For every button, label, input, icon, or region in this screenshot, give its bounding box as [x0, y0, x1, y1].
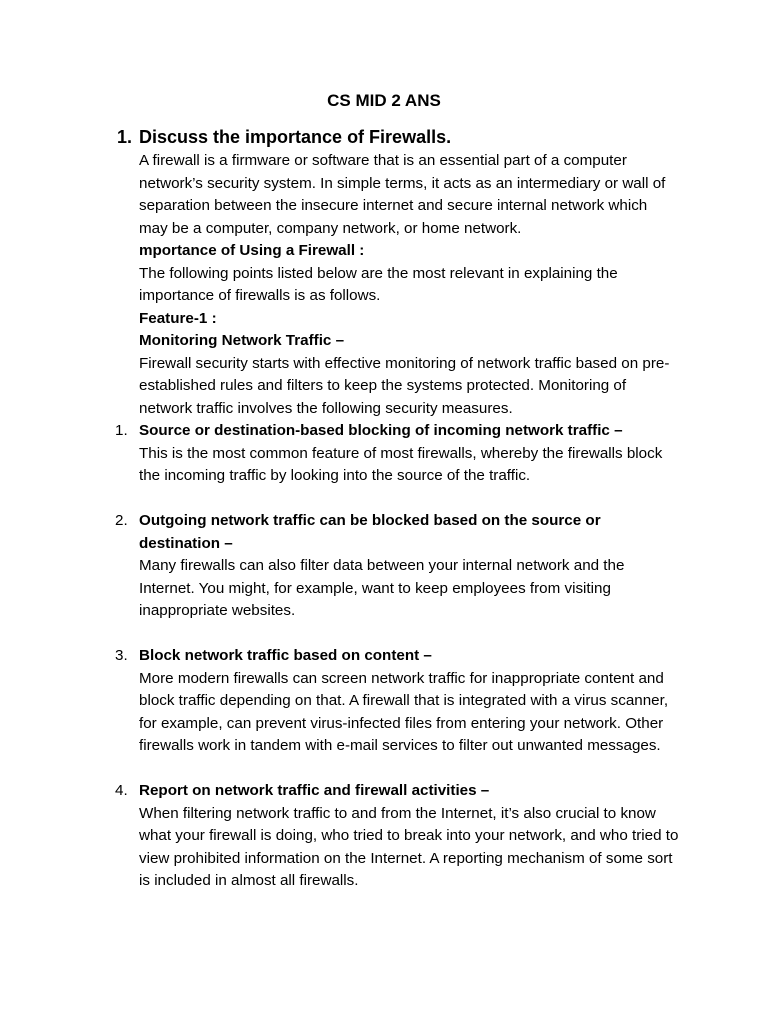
- answer-body: [115, 150, 679, 893]
- list-item-number: 4.: [115, 782, 128, 799]
- feature-paragraph: Firewall security starts with effective monitoring of network traffic based on pre-established rules and filters to keep the systems protected. Monitoring of network traffic involves the following security measures.: [139, 354, 670, 417]
- list-item: [115, 420, 679, 488]
- feature-label: Feature-1 :: [139, 309, 217, 327]
- feature-heading: Monitoring Network Traffic –: [139, 332, 345, 349]
- importance-paragraph: The following points listed below are the most relevant in explaining the importance of firewalls is as follows.: [139, 264, 618, 304]
- list-item-text: More modern firewalls can screen network traffic for inappropriate content and block traffic depending on that. A firewall that is integrated with a virus scanner, for example, can prevent virus-infected files from entering your network. Other firewalls work in tandem with e-mail services to filter out unwanted messages.: [139, 669, 669, 754]
- list-item-heading: Outgoing network traffic can be blocked based on the source or destination –: [139, 512, 601, 552]
- page-title: CS MID 2 ANS: [327, 91, 441, 110]
- question-heading: Discuss the importance of Firewalls.: [139, 127, 452, 147]
- importance-heading: mportance of Using a Firewall :: [139, 242, 365, 259]
- list-item: [115, 510, 679, 623]
- list-item-heading: Source or destination-based blocking of incoming network traffic –: [139, 422, 623, 439]
- feature-points-list: [115, 420, 679, 893]
- list-item-number: 1.: [115, 422, 128, 439]
- list-item: [115, 645, 679, 758]
- list-item-number: 3.: [115, 647, 128, 664]
- list-item-heading: Block network traffic based on content –: [139, 647, 432, 664]
- intro-paragraph: A firewall is a firmware or software that is an essential part of a computer network’s security system. In simple terms, it acts as an intermediary or wall of separation between the insecure internet and secure internal network which may be a computer, company network, or home network.: [139, 152, 666, 237]
- list-item-text: This is the most common feature of most firewalls, whereby the firewalls block the incoming traffic by looking into the source of the traffic.: [139, 444, 663, 484]
- list-item-text: When filtering network traffic to and from the Internet, it’s also crucial to know what your firewall is doing, who tried to break into your network, and who tried to view prohibited information on the Internet. A reporting mechanism of some sort is included in almost all firewalls.: [139, 804, 679, 889]
- list-item: [115, 780, 679, 893]
- list-item-heading: Report on network traffic and firewall activities –: [139, 782, 490, 799]
- list-item-text: Many firewalls can also filter data between your internal network and the Internet. You might, for example, want to keep employees from visiting inappropriate websites.: [139, 557, 625, 619]
- question-number: 1.: [117, 127, 133, 147]
- list-item-number: 2.: [115, 512, 128, 529]
